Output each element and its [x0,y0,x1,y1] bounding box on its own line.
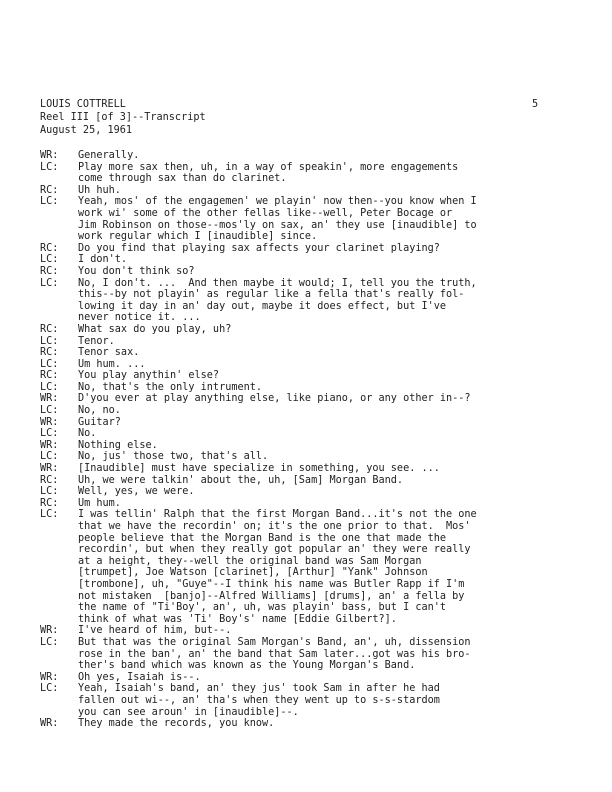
speaker-label: LC: [40,161,59,173]
speaker-label: RC: [40,265,59,277]
speaker-label: LC: [40,451,59,463]
turn-text: What sax do you play, uh? [78,323,232,335]
turn-text: Tenor sax. [78,347,140,359]
transcript-turn [40,405,560,417]
transcript-turn [40,475,560,487]
speaker-label: WR: [40,416,59,428]
page-number: 5 [532,99,539,110]
turn-text: Generally. [78,150,140,161]
transcript-turn [40,336,560,348]
turn-text: Tenor. [78,335,115,347]
speaker-label: RC: [40,184,59,196]
speaker-label: WR: [40,718,59,730]
turn-text: But that was the original Sam Morgan's Band, an', uh, dissension rose in the ban', an' the band that Sam later...got was his bro- ther's band which was known as the Young Morgan's Band. [78,636,471,672]
turn-text: No, that's the only intrument. [78,381,263,393]
turn-text: Uh huh. [78,184,121,196]
transcript-turn [40,162,560,185]
transcript-turn [40,498,560,510]
speaker-label: LC: [40,405,59,417]
speaker-label: LC: [40,428,59,440]
turn-text: Oh yes, Isaiah is--. [78,671,201,683]
transcript-turn [40,382,560,394]
turn-text: Uh, we were talkin' about the, uh, [Sam] Morgan Band. [78,474,404,486]
transcript-turn [40,185,560,197]
speaker-label: RC: [40,497,59,509]
turn-text: Nothing else. [78,439,158,451]
speaker-label: RC: [40,370,59,382]
speaker-label: LC: [40,509,59,521]
transcript-turn [40,417,560,429]
speaker-label: RC: [40,323,59,335]
turn-text: You play anythin' else? [78,370,220,382]
turn-text: Um hum. [78,497,121,509]
turn-text: Yeah, mos' of the engagemen' we playin' now then--you know when I work wi' some of the other fellas like--well, Peter Bocage or Jim Robinson on those--mos'ly on sax, an' they use [inaudible] to work regular which I [inaudible] since. [78,196,477,243]
transcript-turn [40,243,560,255]
interviewee-name: LOUIS COTTRELL [40,99,126,110]
turn-text: Play more sax then, uh, in a way of speakin', more engagements come through sax than do clarinet. [78,161,459,185]
speaker-label: LC: [40,335,59,347]
interview-date: August 25, 1961 [40,125,133,136]
turn-text: You don't think so? [78,265,195,277]
speaker-label: LC: [40,381,59,393]
transcript-turn [40,486,560,498]
turn-text: Well, yes, we were. [78,486,195,498]
speaker-label: WR: [40,671,59,683]
speaker-label: WR: [40,439,59,451]
speaker-label: WR: [40,150,59,161]
transcript-turn [40,370,560,382]
speaker-label: LC: [40,358,59,370]
speaker-label: RC: [40,347,59,359]
turn-text: No. [78,428,97,440]
transcript-turn [40,266,560,278]
transcript-turn [40,324,560,336]
speaker-label: LC: [40,196,59,208]
transcript-turn [40,672,560,684]
transcript-turn [40,347,560,359]
speaker-label: LC: [40,277,59,289]
transcript-body [40,150,560,730]
transcript-turn [40,278,560,324]
transcript-turn [40,451,560,463]
transcript-turn [40,440,560,452]
speaker-label: RC: [40,474,59,486]
turn-text: Yeah, Isaiah's band, an' they jus' took Sam in after he had fallen out wi--, an' tha's when they went up to s-s-stardom you can see aroun' in [inaudible]--. [78,683,440,718]
speaker-label: WR: [40,625,59,637]
transcript-turn [40,393,560,405]
turn-text: I was tellin' Ralph that the first Morgan Band...it's not the one that we have the recordin' on; it's the one prior to that. Mos' people believe that the Morgan Band is the one that made the recordin', but when they really got popular an' they were really at a height, they--well the original band was Sam Morgan [trumpet], Joe Watson [clarinet], [Arthur] "Yank" Johnson [trombone], uh, "Guye"--I think his name was Butler Rapp if I'm not mistaken [banjo]--Alfred Williams] [drums], an' a fella by the name of "Ti'Boy', an', uh, was playin' bass, but I can't think of what was 'Ti' Boy's' name [Eddie Gilbert?]. [78,509,477,625]
reel-label: Reel III [of 3]--Transcript [40,112,206,123]
speaker-label: WR: [40,463,59,475]
transcript-turn [40,359,560,371]
turn-text: Guitar? [78,416,121,428]
transcript-turn [40,637,560,672]
transcript-turn [40,625,560,637]
turn-text: D'you ever at play anything else, like piano, or any other in--? [78,393,471,405]
transcript-turn [40,196,560,242]
turn-text: I don't. [78,254,128,266]
transcript-turn [40,428,560,440]
speaker-label: LC: [40,254,59,266]
speaker-label: LC: [40,636,59,648]
turn-text: No, no. [78,405,121,417]
speaker-label: RC: [40,242,59,254]
speaker-label: LC: [40,683,59,695]
turn-text: They made the records, you know. [78,718,275,730]
turn-text: Um hum. ... [78,358,146,370]
speaker-label: LC: [40,486,59,498]
turn-text: [Inaudible] must have specialize in something, you see. ... [78,463,440,475]
turn-text: I've heard of him, but--. [78,625,232,637]
transcript-turn [40,718,560,730]
transcript-turn [40,509,560,625]
transcript-turn [40,150,560,162]
transcript-turn [40,463,560,475]
transcript-turn [40,254,560,266]
turn-text: No, jus' those two, that's all. [78,451,269,463]
document-header [40,98,206,137]
transcript-turn [40,683,560,718]
turn-text: No, I don't. ... And then maybe it would; I, tell you the truth, this--by not playin' as regular like a fella that's really fol- lowing it day in an' day out, maybe it does effect, but I've never notice it. ... [78,277,477,324]
turn-text: Do you find that playing sax affects your clarinet playing? [78,242,440,254]
speaker-label: WR: [40,393,59,405]
